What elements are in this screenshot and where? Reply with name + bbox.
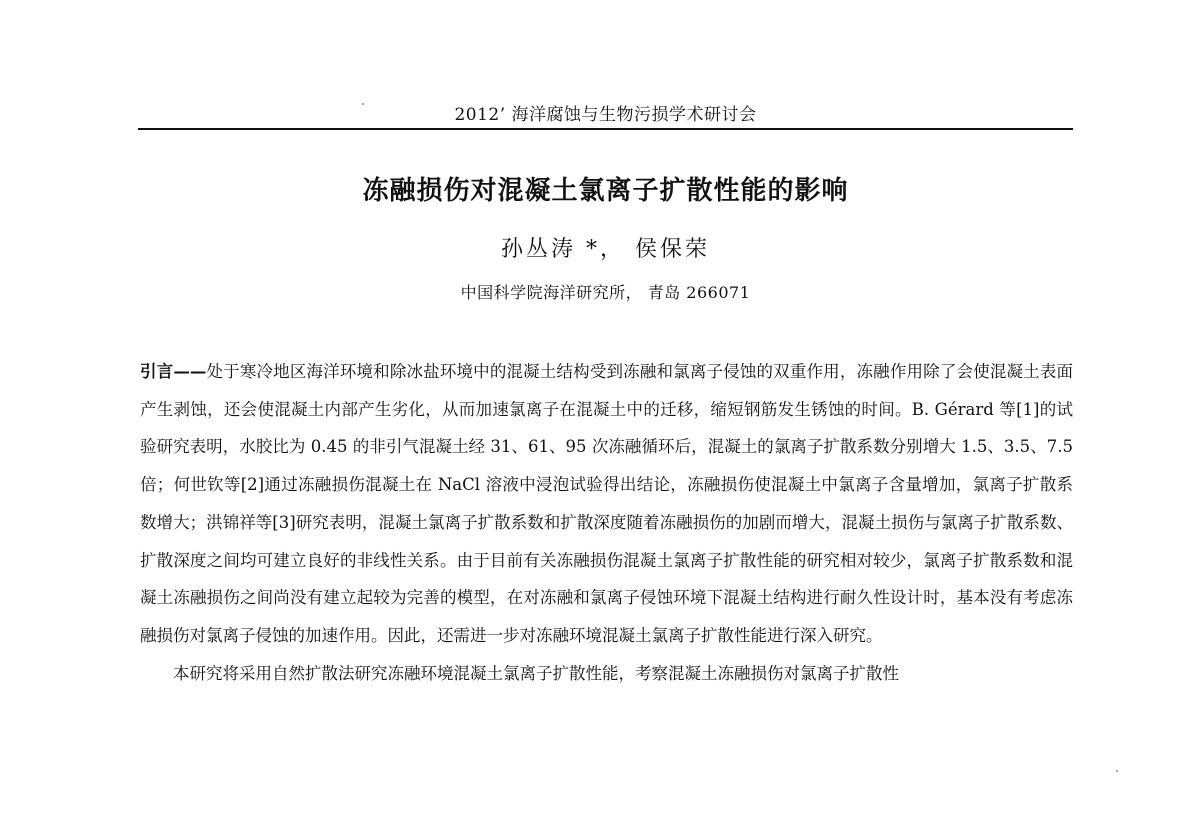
intro-label: 引言—— xyxy=(140,362,207,381)
intro-text: 处于寒冷地区海洋环境和除冰盐环境中的混凝土结构受到冻融和氯离子侵蚀的双重作用，冻融作用除了会使混凝土表面产生剥蚀，还会使混凝土内部产生劣化，从而加速氯离子在混凝土中的迁移，缩短钢筋发生锈蚀的时间。B. Gérard 等[1]的试验研究表明，水胶比为 0.45 的非引气混凝土经 31、61、95 次冻融循环后，混凝土的氯离子扩散系数分别增大 1.5、3.5、7.5 倍；何世钦等[2]通过冻融损伤混凝土在 NaCl 溶液中浸泡试验得出结论，冻融损伤使混凝土中氯离子含量增加，氯离子扩散系数增大；洪锦祥等[3]研究表明，混凝土氯离子扩散系数和扩散深度随着冻融损伤的加剧而增大，混凝土损伤与氯离子扩散系数、扩散深度之间均可建立良好的非线性关系。由于目前有关冻融损伤混凝土氯离子扩散性能的研究相对较少，氯离子扩散系数和混凝土冻融损伤之间尚没有建立起较为完善的模型，在对冻融和氯离子侵蚀环境下混凝土结构进行耐久性设计时，基本没有考虑冻融损伤对氯离子侵蚀的加速作用。因此，还需进一步对冻融环境混凝土氯离子扩散性能进行深入研究。 xyxy=(140,362,1074,645)
scan-speck xyxy=(362,103,364,105)
paper-title: 冻融损伤对混凝土氯离子扩散性能的影响 xyxy=(362,176,849,206)
body-text xyxy=(140,353,1073,692)
scan-speck xyxy=(1116,770,1118,772)
second-paragraph: 本研究将采用自然扩散法研究冻融环境混凝土氯离子扩散性能，考察混凝土冻融损伤对氯离子扩散性 xyxy=(173,663,899,683)
intro-paragraph xyxy=(140,353,1073,655)
paper-affiliation: 中国科学院海洋研究所， 青岛 266071 xyxy=(460,283,751,302)
paper-authors: 孙丛涛 *， 侯保荣 xyxy=(501,237,710,262)
header-rule xyxy=(138,128,1073,130)
running-header: 2012’ 海洋腐蚀与生物污损学术研讨会 xyxy=(454,105,757,125)
